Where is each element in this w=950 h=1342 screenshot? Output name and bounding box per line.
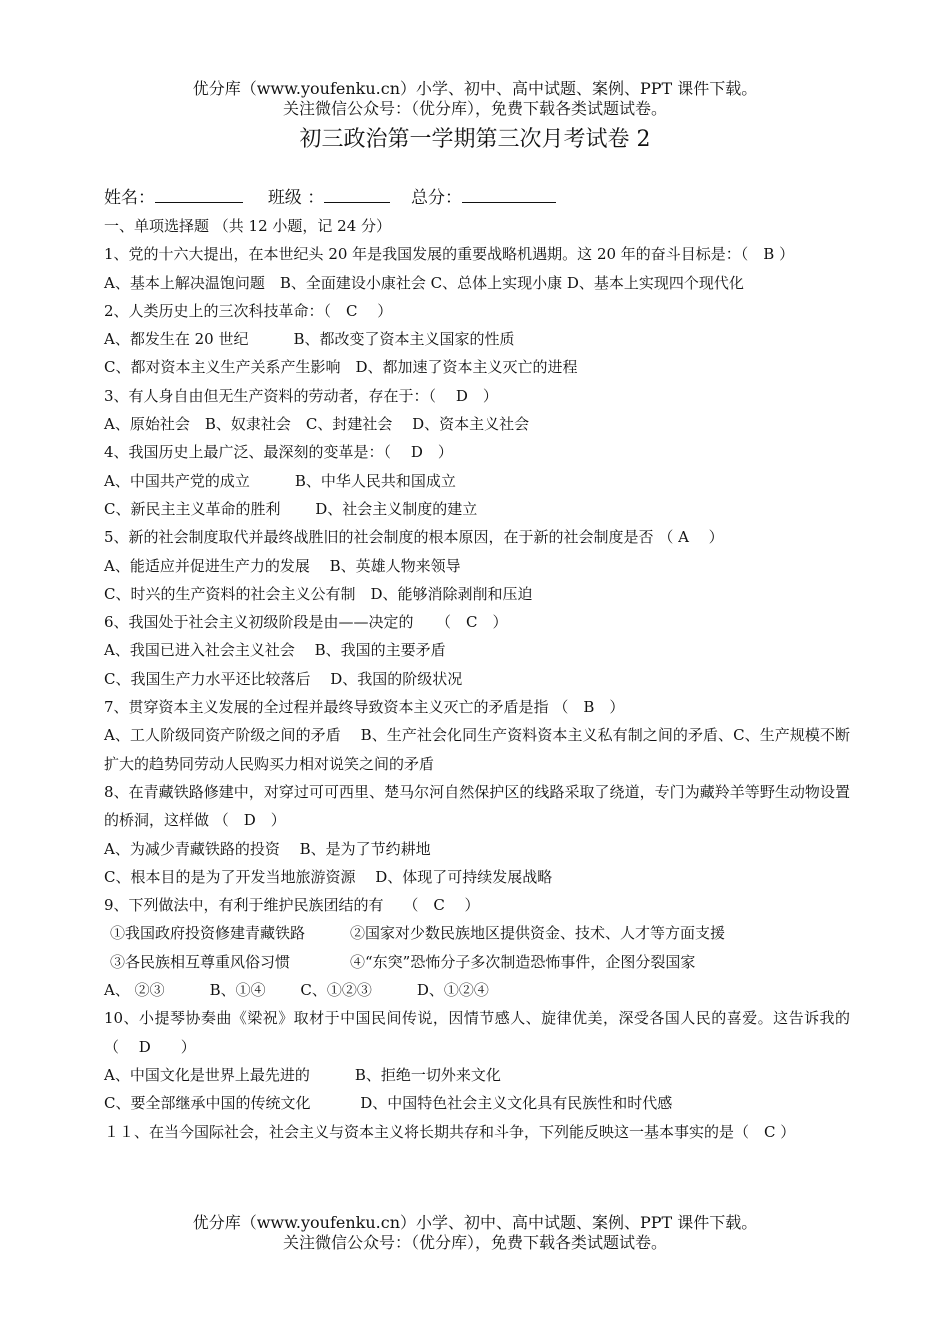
question-line: 9、下列做法中，有利于维护民族团结的有 （ C ） <box>104 896 480 915</box>
statement-line: ①我国政府投资修建青藏铁路 ②国家对少数民族地区提供资金、技术、人才等方面支援 <box>110 924 726 943</box>
statement-line: ③各民族相互尊重风俗习惯 ④“东突”恐怖分子多次制造恐怖事件，企图分裂国家 <box>110 952 696 971</box>
question-line: 6、我国处于社会主义初级阶段是由——决定的 （ C ） <box>104 613 508 632</box>
section-heading: 一、单项选择题 （共 12 小题，记 24 分） <box>104 217 392 235</box>
option-line: C、要全部继承中国的传统文化 D、中国特色社会主义文化具有民族性和时代感 <box>104 1094 673 1113</box>
question-line: 3、有人身自由但无生产资料的劳动者，存在于：（ D ） <box>104 386 498 405</box>
student-info-row <box>104 184 556 210</box>
name-label: 姓名： <box>104 188 155 208</box>
score-blank <box>462 184 556 203</box>
header-line-2: 关注微信公众号：（优分库），免费下载各类试题试卷。 <box>282 99 667 118</box>
question-line: 2、人类历史上的三次科技革命：（ C ） <box>104 301 393 320</box>
question-line: 10、小提琴协奏曲《梁祝》取材于中国民间传说，因情节感人、旋律优美，深受各国人民的喜爱。这告诉我的 （ D ） <box>104 1009 881 1056</box>
option-line: A、基本上解决温饱问题 B、全面建设小康社会 C、总体上实现小康 D、基本上实现四个现代化 <box>104 273 744 292</box>
option-line: C、我国生产力水平还比较落后 D、我国的阶级状况 <box>104 669 463 688</box>
option-line: A、 ②③ B、①④ C、①②③ D、①②④ <box>104 981 489 1000</box>
option-line: A、原始社会 B、奴隶社会 C、封建社会 D、资本主义社会 <box>104 415 530 434</box>
question-line: 7、贯穿资本主义发展的全过程并最终导致资本主义灭亡的矛盾是指 （ B ） <box>104 698 625 717</box>
option-line: A、都发生在 20 世纪 B、都改变了资本主义国家的性质 <box>104 330 515 349</box>
question-body <box>104 212 881 1146</box>
footer-line-1: 优分库（www.youfenku.cn）小学、初中、高中试题、案例、PPT 课件下载。 <box>192 1213 758 1232</box>
class-blank <box>324 184 390 203</box>
option-line: C、根本目的是为了开发当地旅游资源 D、体现了可持续发展战略 <box>104 867 553 886</box>
option-line: C、时兴的生产资料的社会主义公有制 D、能够消除剥削和压迫 <box>104 584 533 603</box>
option-line: A、中国共产党的成立 B、中华人民共和国成立 <box>104 471 456 490</box>
question-line: 1、党的十六大提出，在本世纪头 20 年是我国发展的重要战略机遇期。这 20 年的奋斗目标是：（ B ） <box>104 245 795 264</box>
name-blank <box>155 184 243 203</box>
header-line-1: 优分库（www.youfenku.cn）小学、初中、高中试题、案例、PPT 课件下载。 <box>192 79 758 98</box>
option-line: A、能适应并促进生产力的发展 B、英雄人物来领导 <box>104 556 461 575</box>
class-label: 班级 ： <box>267 188 325 208</box>
question-line: 4、我国历史上最广泛、最深刻的变革是：（ D ） <box>104 443 453 462</box>
question-line: 5、新的社会制度取代并最终战胜旧的社会制度的根本原因，在于新的社会制度是否 （ A ） <box>104 528 724 547</box>
question-line: 8、在青藏铁路修建中，对穿过可可西里、楚马尔河自然保护区的线路采取了绕道，专门为藏羚羊等野生动物设置的桥洞，这样做 （ D ） <box>104 782 850 830</box>
option-line: C、新民主主义革命的胜利 D、社会主义制度的建立 <box>104 499 478 518</box>
option-line: C、都对资本主义生产关系产生影响 D、都加速了资本主义灭亡的进程 <box>104 358 578 377</box>
score-label: 总分： <box>411 188 463 208</box>
option-line: A、我国已进入社会主义社会 B、我国的主要矛盾 <box>104 641 446 660</box>
exam-title: 初三政治第一学期第三次月考试卷 2 <box>299 127 651 152</box>
question-line: １１、在当今国际社会，社会主义与资本主义将长期共存和斗争，下列能反映这一基本事实的是（ C ） <box>104 1122 796 1141</box>
option-line: A、工人阶级同资产阶级之间的矛盾 B、生产社会化同生产资料资本主义私有制之间的矛盾、C、生产规模不断扩大的趋势同劳动人民购买力相对说笑之间的矛盾 <box>104 726 850 773</box>
option-line: A、中国文化是世界上最先进的 B、拒绝一切外来文化 <box>104 1065 501 1084</box>
option-line: A、为减少青藏铁路的投资 B、是为了节约耕地 <box>104 839 431 858</box>
footer-line-2: 关注微信公众号：（优分库），免费下载各类试题试卷。 <box>282 1233 667 1252</box>
